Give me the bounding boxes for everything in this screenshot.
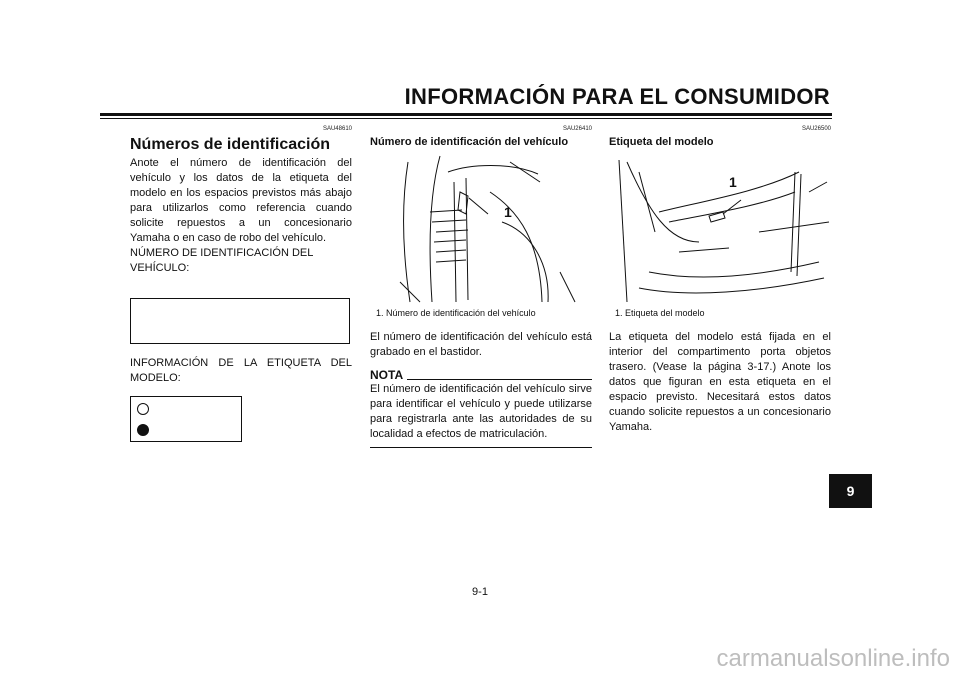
note-end-rule [370, 447, 592, 448]
section-code: SAU26410 [562, 126, 592, 132]
page-title: INFORMACIÓN PARA EL CONSUMIDOR [404, 84, 830, 109]
storage-compartment-illustration [609, 152, 831, 304]
compartment-drawing [609, 152, 831, 304]
model-label: INFORMACIÓN DE LA ETIQUETA DEL MODELO: [130, 357, 352, 384]
figure-caption: 1. Etiqueta del modelo [615, 308, 705, 318]
model-label-entry-box [130, 396, 242, 442]
note-rule [407, 379, 592, 380]
section-code: SAU48610 [322, 126, 352, 132]
note-header [370, 368, 592, 382]
section-heading: Etiqueta del modelo [609, 136, 714, 148]
watermark: carmanualsonline.info [716, 645, 950, 672]
column-vehicle-id [370, 126, 592, 448]
section-heading: Números de identificación [130, 136, 331, 153]
header-rule [100, 113, 832, 116]
callout-number: 1 [504, 204, 512, 220]
intro-paragraph: Anote el número de identificación del vehículo y los datos de la etiqueta del modelo en los espacios previstos más abajo para utilizarlos como referencia cuando solicite repuestos a un concesionario Yamaha o en caso de robo del vehículo. [130, 157, 352, 244]
vin-entry-box [130, 298, 350, 344]
figure-caption: 1. Número de identificación del vehículo [376, 308, 536, 318]
body-paragraph: La etiqueta del modelo está fijada en el interior del compartimento porta objetos trasero. (Vease la página 3-17.) Anote los datos que figuran en esta etiqueta en el espacio previsto. Necesitará estos datos cuando solicite repuestos a un concesionario Yamaha. [609, 331, 831, 433]
vin-label: NÚMERO DE IDENTIFICACIÓN DEL VEHÍCULO: [130, 247, 313, 274]
page-number: 9-1 [472, 586, 488, 598]
header-rule-thin [100, 118, 832, 119]
chapter-tab: 9 [829, 474, 872, 508]
section-code: SAU26500 [801, 126, 831, 132]
open-circle-icon [137, 403, 149, 415]
note-label: NOTA [370, 368, 404, 382]
body-paragraph: El número de identificación del vehículo está grabado en el bastidor. [370, 331, 592, 358]
column-model-label [609, 126, 831, 435]
frame-illustration [370, 152, 592, 304]
callout-number: 1 [729, 174, 737, 190]
section-heading: Número de identificación del vehículo [370, 136, 569, 148]
filled-circle-icon [137, 424, 149, 436]
frame-drawing [370, 152, 592, 304]
column-identification-numbers [130, 126, 352, 442]
note-text: El número de identificación del vehículo sirve para identificar el vehículo y puede utilizarse para registrarla ante las autoridades de su localidad a efectos de matriculación. [370, 383, 592, 440]
